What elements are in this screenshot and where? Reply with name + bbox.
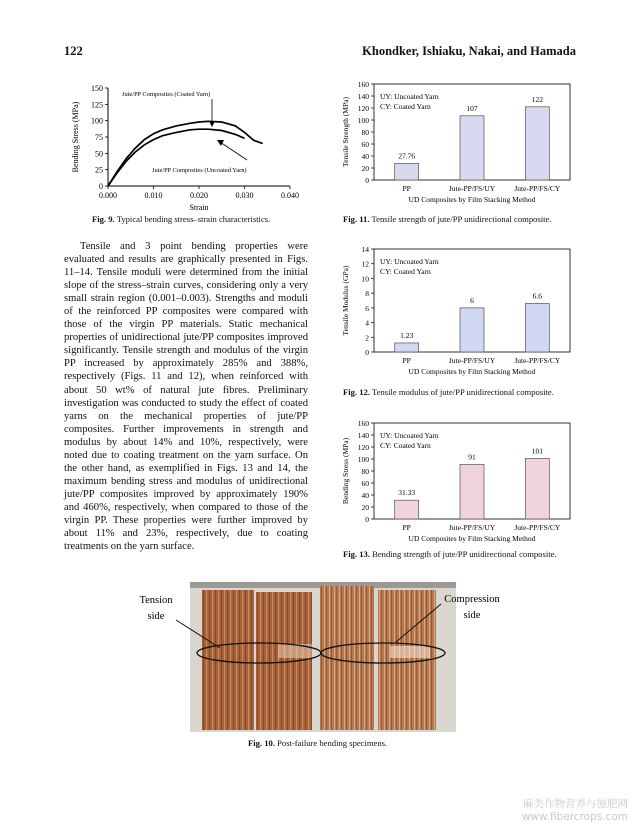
bar-value-label: 6: [470, 295, 474, 305]
y-tick-label: 0: [365, 176, 369, 185]
fig10-caption-text: Post-failure bending specimens.: [277, 738, 388, 748]
y-tick-label: 50: [95, 149, 103, 159]
y-tick-label: 0: [365, 515, 369, 524]
y-tick-label: 14: [361, 245, 369, 254]
fig9-caption: [92, 214, 270, 224]
y-tick-label: 120: [357, 104, 369, 113]
bar-value-label: 27.76: [398, 151, 416, 161]
x-tick-label: 0.030: [235, 191, 254, 200]
bar-value-label: 31.33: [398, 488, 416, 498]
y-tick-label: 140: [357, 92, 369, 101]
fig11-caption-text: Tensile strength of jute/PP unidirectional composite.: [371, 214, 552, 224]
page-number: 122: [64, 44, 83, 58]
bar: [525, 458, 549, 519]
x-tick-label: 0.000: [99, 191, 117, 200]
y-tick-label: 40: [361, 152, 369, 161]
y-tick-label: 150: [91, 84, 103, 93]
y-tick-label: 12: [361, 259, 369, 269]
tension-label-line2: side: [147, 611, 165, 622]
fig10-caption-label: Fig. 10.: [248, 738, 275, 748]
body-paragraph: Tensile and 3 point bending properties were evaluated and results are graphically presented in Figs. 11–14. Tensile moduli were determined from the initial slope of the stress–strain curves, considering only a very small strain region (0.001–0.003). Strengths and moduli of the reinforced PP composites were compared with those of the virgin PP materials. Static mechanical properties of unidirectional jute/PP composites improved significantly. Tensile strength and modulus of the virgin PP increased by approximately 285% and 388%, respectively (Figs. 11 and 12), when reinforced with about 50 wt% of natural jute fibres. Preliminary investigation was conducted to study the effect of coated yarns on the mechanical properties of jute/PP composites. Further improvements in strength and modulus by about 14% and 10%, respectively, were noted due to coating treatment on the yarn surface. On the other hand, as exemplified in Figs. 13 and 14, the maximum bending stress and modulus of unidirectional jute/PP composites improved by approximately 190% and 460%, respectively, when compared to those of the virgin PP. These properties were further improved by about 11% and 23%, respectively, due to coating treatments on the yarn surface.: [64, 241, 308, 553]
fig11-caption-label: Fig. 11.: [343, 214, 370, 224]
fig13-caption-text: Bending strength of jute/PP unidirectional composite.: [372, 549, 557, 559]
y-tick-label: 80: [361, 128, 369, 137]
x-axis-label: Strain: [189, 203, 209, 212]
fig9-caption-label: Fig. 9.: [92, 214, 115, 224]
watermark-line1: 麻类作物营养与施肥网: [523, 798, 628, 810]
fig10-caption: [248, 738, 387, 748]
y-tick-label: 0: [99, 182, 103, 191]
x-category-label: PP: [402, 523, 411, 532]
x-category-label: Jute-PP/FS/UY: [448, 184, 496, 193]
y-tick-label: 8: [365, 289, 369, 299]
y-tick-label: 6: [365, 303, 369, 313]
uncoated-arrow: [220, 142, 247, 160]
x-axis-label: UD Composites by Film Stacking Method: [408, 534, 536, 543]
x-tick-label: 0.010: [144, 191, 163, 200]
y-tick-label: 100: [91, 116, 103, 126]
legend-entry: CY: Coated Yarn: [380, 441, 431, 450]
bar-value-label: 91: [468, 452, 476, 462]
bar: [460, 308, 484, 352]
y-tick-label: 80: [361, 467, 369, 476]
fig12-caption-text: Tensile modulus of jute/PP unidirectional composite.: [371, 387, 554, 397]
compression-label-line1: Compression: [444, 594, 500, 605]
y-tick-label: 160: [357, 419, 369, 428]
uncoated-arrowhead: [217, 140, 224, 146]
watermark: [522, 798, 628, 824]
bar: [395, 343, 419, 352]
fig12-caption-label: Fig. 12.: [343, 387, 370, 397]
bar: [525, 107, 549, 180]
y-tick-label: 25: [95, 165, 103, 175]
y-tick-label: 20: [361, 503, 369, 512]
fig13-caption: [343, 549, 557, 559]
legend-entry: CY: Coated Yarn: [380, 267, 431, 276]
x-category-label: PP: [402, 184, 411, 193]
coated-arrowhead: [209, 121, 215, 127]
bar: [395, 163, 419, 180]
x-category-label: PP: [402, 356, 411, 365]
x-axis-label: UD Composites by Film Stacking Method: [408, 367, 536, 376]
fig9-stress-strain-chart: [62, 80, 302, 215]
legend-entry: UY: Uncoated Yarn: [380, 92, 439, 101]
bar-value-label: 101: [531, 446, 543, 456]
y-tick-label: 125: [91, 100, 103, 110]
y-tick-label: 120: [357, 443, 369, 452]
x-category-label: Jute-PP/FS/UY: [448, 356, 496, 365]
fig11-caption: [343, 214, 552, 224]
fig13-caption-label: Fig. 13.: [343, 549, 370, 559]
x-category-label: Jute-PP/FS/CY: [514, 356, 561, 365]
uncoated-curve-annotation: Jute/PP Composites (Uncoated Yarn): [152, 167, 247, 174]
bar-value-label: 6.6: [532, 291, 543, 301]
y-axis-label: Tensile Modulus (GPa): [341, 265, 350, 336]
y-tick-label: 100: [357, 116, 369, 125]
y-tick-label: 4: [365, 318, 369, 328]
y-axis-label: Bending Stress (MPa): [341, 437, 350, 505]
fig11-tensile-strength-chart: [338, 78, 580, 213]
y-axis-label: Tensile Strength (MPa): [341, 97, 350, 167]
fig10-specimens-photo: [128, 582, 524, 732]
y-tick-label: 160: [357, 80, 369, 89]
y-axis-label: Bending Stress (MPa): [71, 101, 80, 173]
bar-value-label: 107: [466, 103, 478, 113]
y-tick-label: 10: [361, 274, 369, 284]
y-tick-label: 75: [95, 133, 103, 142]
compression-label-line2: side: [463, 610, 481, 621]
bar: [525, 303, 549, 352]
legend-entry: UY: Uncoated Yarn: [380, 431, 439, 440]
x-tick-label: 0.020: [190, 191, 208, 200]
legend-entry: UY: Uncoated Yarn: [380, 257, 439, 266]
y-tick-label: 140: [357, 431, 369, 440]
fig9-caption-text: Typical bending stress–strain characteristics.: [116, 214, 271, 224]
y-tick-label: 60: [361, 140, 369, 149]
uncoated-yarn-curve: [108, 129, 245, 186]
y-tick-label: 60: [361, 479, 369, 488]
legend-entry: CY: Coated Yarn: [380, 102, 431, 111]
coated-curve-annotation: Jute/PP Composites (Coated Yarn): [122, 91, 211, 98]
bar-value-label: 122: [531, 94, 543, 104]
fig12-tensile-modulus-chart: [338, 243, 580, 383]
tension-label-line1: Tension: [139, 595, 173, 606]
y-tick-label: 2: [365, 333, 369, 343]
watermark-line2: www.fibercrops.com: [521, 811, 628, 823]
x-category-label: Jute-PP/FS/CY: [514, 184, 561, 193]
x-tick-label: 0.040: [281, 191, 299, 200]
body-text-column: [64, 240, 308, 553]
x-category-label: Jute-PP/FS/CY: [514, 523, 561, 532]
fig12-caption: [343, 387, 554, 397]
bar: [395, 500, 419, 519]
bar: [460, 116, 484, 180]
y-tick-label: 40: [361, 491, 369, 500]
y-tick-label: 100: [357, 455, 369, 464]
bar-value-label: 1.23: [400, 330, 414, 340]
x-axis-label: UD Composites by Film Stacking Method: [408, 195, 536, 204]
fig13-bending-strength-chart: [338, 417, 580, 547]
fig10-figure: [128, 582, 524, 732]
running-header-authors: Khondker, Ishiaku, Nakai, and Hamada: [362, 44, 576, 58]
y-tick-label: 20: [361, 164, 369, 173]
bar: [460, 464, 484, 519]
y-tick-label: 0: [365, 348, 369, 357]
x-category-label: Jute-PP/FS/UY: [448, 523, 496, 532]
